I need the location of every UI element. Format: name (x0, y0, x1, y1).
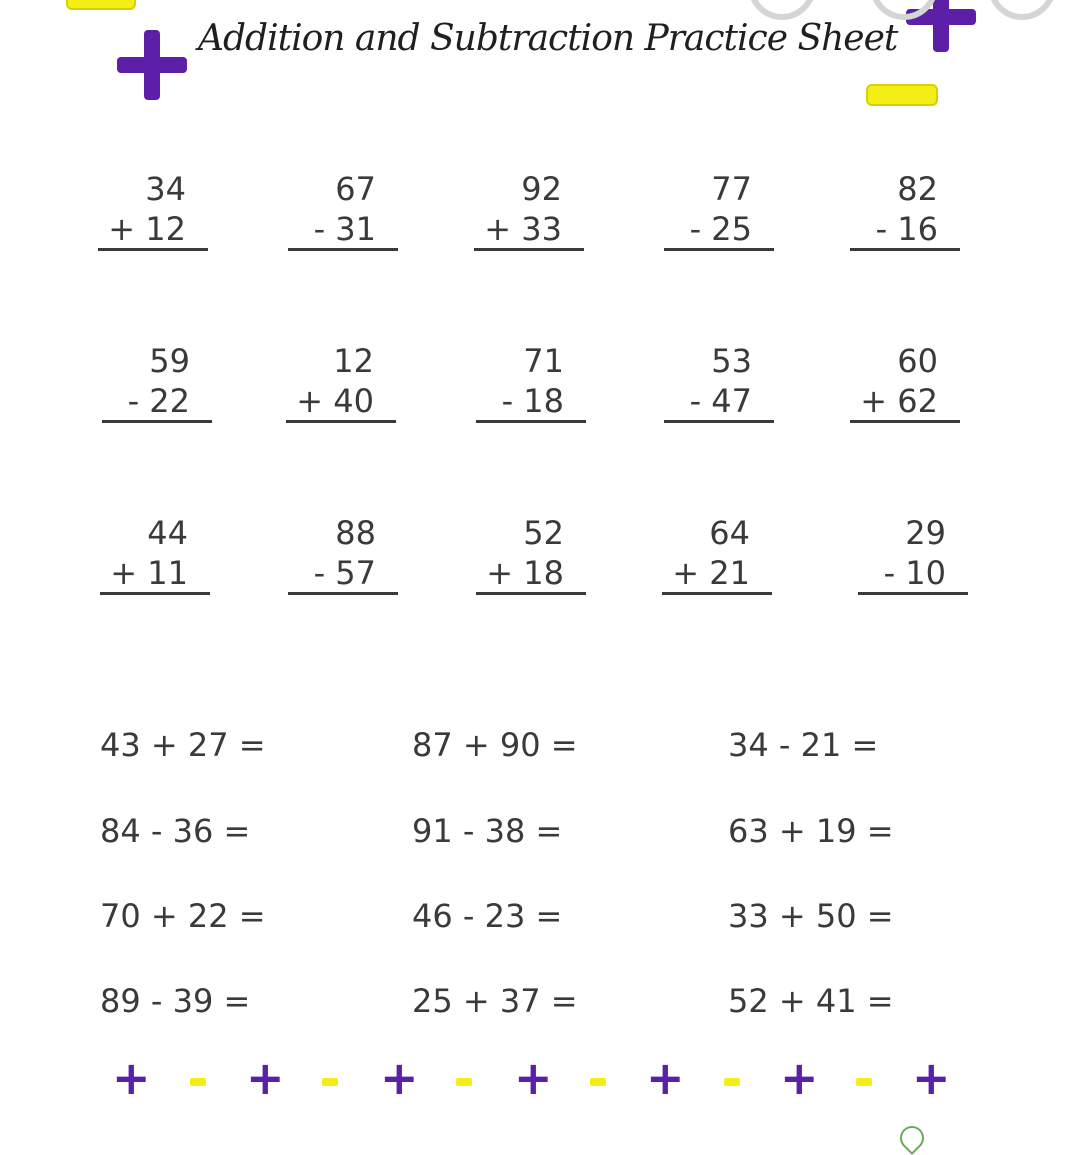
leaf-icon (895, 1121, 929, 1155)
problem-top-number: 52 (523, 514, 564, 552)
problem-bottom-number: - 22 (102, 382, 212, 423)
problem-bottom-number: - 16 (850, 210, 960, 251)
problem-top-number: 71 (523, 342, 564, 380)
vertical-problem (286, 340, 396, 423)
problem-bottom-number: - 10 (858, 554, 968, 595)
problem-top-number: 60 (897, 342, 938, 380)
problem-top-number: 34 (145, 170, 186, 208)
problem-bottom-number: - 47 (664, 382, 774, 423)
problem-bottom-number: + 18 (476, 554, 586, 595)
problem-bottom-number: - 18 (476, 382, 586, 423)
problem-bottom-number: + 11 (100, 554, 210, 595)
page-title: Addition and Subtraction Practice Sheet (198, 18, 898, 59)
problem-bottom-number: + 21 (662, 554, 772, 595)
plus-icon: + (112, 1051, 151, 1105)
problem-bottom-number: - 25 (664, 210, 774, 251)
vertical-problem (102, 340, 212, 423)
minus-sign-icon (866, 84, 938, 106)
plus-icon: + (380, 1051, 419, 1105)
circle-icon (988, 0, 1056, 20)
problem-top-number: 92 (521, 170, 562, 208)
vertical-problem (662, 512, 772, 595)
vertical-problem (100, 512, 210, 595)
vertical-problem (850, 340, 960, 423)
problem-bottom-number: + 33 (474, 210, 584, 251)
problem-top-number: 88 (335, 514, 376, 552)
minus-icon (724, 1078, 740, 1086)
minus-icon (856, 1078, 872, 1086)
plus-icon: + (912, 1051, 951, 1105)
plus-icon: + (780, 1051, 819, 1105)
horizontal-equation: 87 + 90 = (412, 726, 578, 764)
minus-icon (456, 1078, 472, 1086)
problem-top-number: 64 (709, 514, 750, 552)
problem-top-number: 53 (711, 342, 752, 380)
horizontal-equation: 63 + 19 = (728, 812, 894, 850)
problem-top-number: 82 (897, 170, 938, 208)
vertical-problem (476, 512, 586, 595)
problem-bottom-number: - 31 (288, 210, 398, 251)
problem-top-number: 77 (711, 170, 752, 208)
vertical-problem (664, 340, 774, 423)
vertical-problem (98, 168, 208, 251)
horizontal-equation: 52 + 41 = (728, 982, 894, 1020)
vertical-problem (288, 512, 398, 595)
plus-icon: + (646, 1051, 685, 1105)
minus-icon (190, 1078, 206, 1086)
horizontal-equation: 43 + 27 = (100, 726, 266, 764)
vertical-problem (288, 168, 398, 251)
problem-top-number: 59 (149, 342, 190, 380)
circle-icon (748, 0, 816, 20)
minus-icon (322, 1078, 338, 1086)
vertical-problem (476, 340, 586, 423)
plus-sign-icon (117, 30, 187, 100)
problem-bottom-number: + 62 (850, 382, 960, 423)
horizontal-equation: 25 + 37 = (412, 982, 578, 1020)
horizontal-equation: 34 - 21 = (728, 726, 879, 764)
horizontal-equation: 91 - 38 = (412, 812, 563, 850)
horizontal-equation: 33 + 50 = (728, 897, 894, 935)
problem-top-number: 12 (333, 342, 374, 380)
minus-sign-icon (66, 0, 136, 10)
problem-top-number: 44 (147, 514, 188, 552)
problem-top-number: 67 (335, 170, 376, 208)
plus-icon: + (246, 1051, 285, 1105)
problem-top-number: 29 (905, 514, 946, 552)
horizontal-equation: 46 - 23 = (412, 897, 563, 935)
problem-bottom-number: - 57 (288, 554, 398, 595)
horizontal-equation: 89 - 39 = (100, 982, 251, 1020)
problem-bottom-number: + 12 (98, 210, 208, 251)
vertical-problem (858, 512, 968, 595)
minus-icon (590, 1078, 606, 1086)
vertical-problem (850, 168, 960, 251)
horizontal-equation: 70 + 22 = (100, 897, 266, 935)
vertical-problem (664, 168, 774, 251)
horizontal-equation: 84 - 36 = (100, 812, 251, 850)
vertical-problem (474, 168, 584, 251)
problem-bottom-number: + 40 (286, 382, 396, 423)
plus-icon: + (514, 1051, 553, 1105)
